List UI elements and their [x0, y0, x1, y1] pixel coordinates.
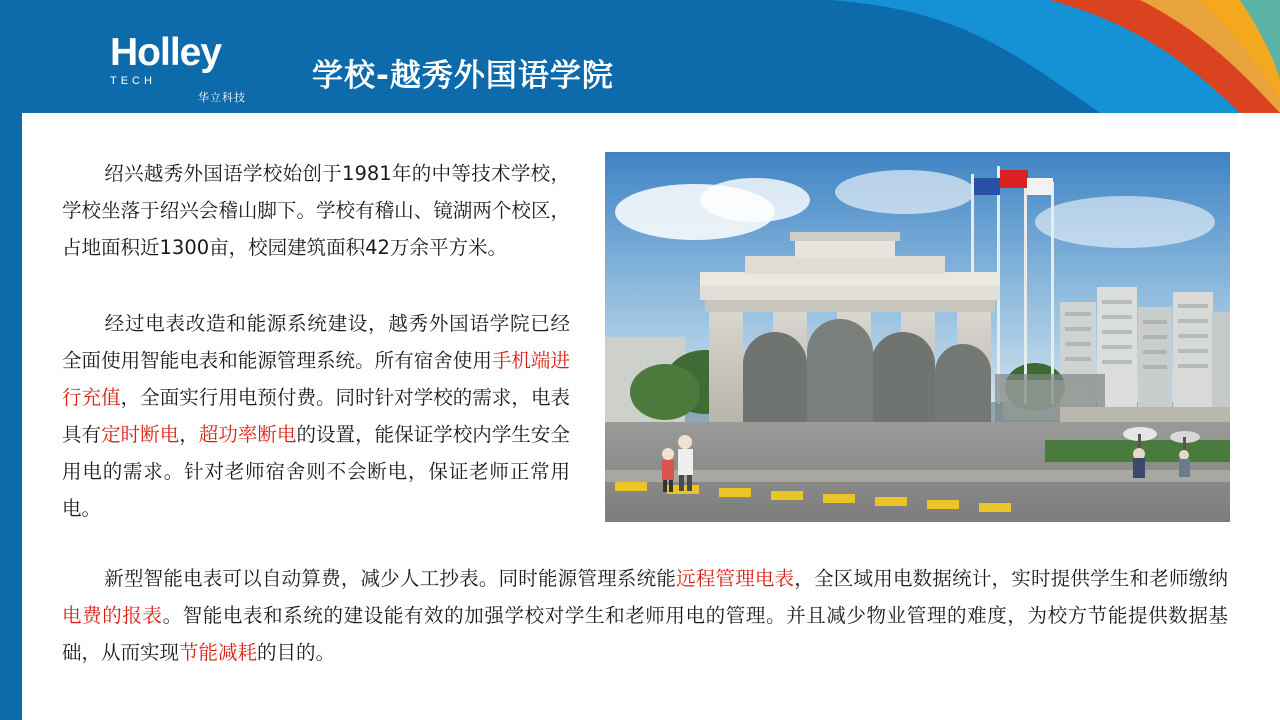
benefits-run-2: ，全区域用电数据统计，实时提供学生和老师缴纳 [794, 567, 1228, 590]
logo-wordmark: Holley [110, 31, 222, 74]
benefits-run-6: 的目的。 [257, 641, 336, 664]
benefits-highlight-3: 电费的报表 [62, 604, 163, 627]
header-decoration [580, 0, 1280, 113]
benefits-run-0: 新型智能电表可以自动算费，减少人工抄表。同时能源管理系统能 [104, 567, 677, 590]
meter-upgrade-highlight-1: 手机端进行充值 [62, 349, 570, 409]
paragraph-meter-upgrade [62, 305, 570, 527]
left-accent-bar [0, 0, 22, 720]
photo-illustration [605, 152, 1230, 522]
logo-subtext-en: TECH [110, 75, 156, 87]
logo-subtext-cn: 华立科技 [198, 91, 246, 104]
paragraph-benefits [62, 560, 1228, 671]
meter-upgrade-run-4: ， [179, 423, 199, 446]
benefits-highlight-1: 远程管理电表 [676, 567, 795, 590]
slide-header [22, 0, 1280, 113]
paragraph-school-intro [62, 155, 570, 266]
school-gate-photo [605, 152, 1230, 522]
meter-upgrade-run-2: ，全面实行用电预付费。同时针对学校的需求，电表具有 [62, 386, 570, 446]
benefits-highlight-5: 节能减耗 [179, 641, 258, 664]
school-intro-run-0: 绍兴越秀外国语学校始创于1981年的中等技术学校，学校坐落于绍兴会稽山脚下。学校有稽山、镜湖两个校区，占地面积近1300亩，校园建筑面积42万余平方米。 [62, 162, 570, 259]
meter-upgrade-highlight-3: 定时断电 [101, 423, 180, 446]
meter-upgrade-highlight-5: 超功率断电 [198, 423, 297, 446]
company-logo [110, 33, 290, 93]
benefits-run-4: 。智能电表和系统的建设能有效的加强学校对学生和老师用电的管理。并且减少物业管理的难度，为校方节能提供数据基础，从而实现 [62, 604, 1228, 664]
meter-upgrade-run-0: 经过电表改造和能源系统建设，越秀外国语学院已经全面使用智能电表和能源管理系统。所有宿舍使用 [62, 312, 570, 372]
meter-upgrade-run-6: 的设置，能保证学校内学生安全用电的需求。针对老师宿舍则不会断电，保证老师正常用电。 [62, 423, 570, 520]
page-title: 学校-越秀外国语学院 [312, 58, 614, 94]
